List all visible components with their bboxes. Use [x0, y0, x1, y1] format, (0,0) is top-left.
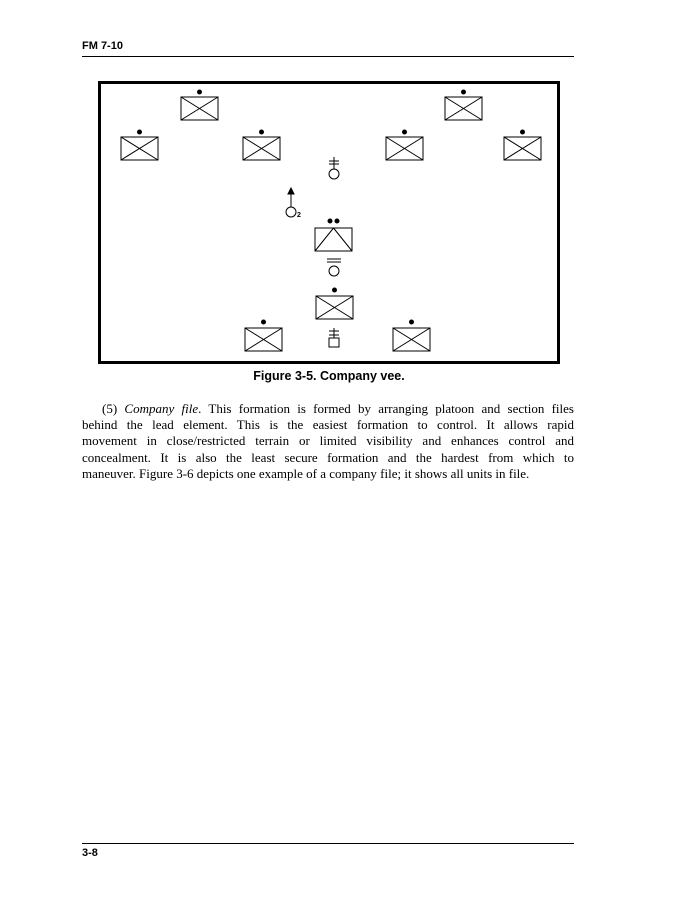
- running-header: FM 7-10: [82, 40, 123, 52]
- header-rule: [82, 56, 574, 57]
- paragraph-line-4: concealment. It is also the least secure formation and the hardest from which to: [82, 449, 574, 465]
- paragraph-text: This formation is formed by arranging platoon and section files: [208, 401, 574, 416]
- paragraph-line-1: (5) Company file. This formation is formed by arranging platoon and section files: [102, 401, 574, 416]
- leader-icon: [286, 188, 296, 217]
- page-number: 3-8: [82, 847, 98, 859]
- figure-caption: Figure 3-5. Company vee.: [253, 369, 405, 383]
- platoon-unit-icon: [121, 130, 158, 160]
- platoon-unit-icon: [181, 90, 218, 120]
- body-paragraph: [82, 401, 574, 482]
- paragraph-line-5: maneuver. Figure 3-6 depicts one example of a company file; it shows all units in file.: [82, 465, 530, 481]
- formation-diagram: [101, 84, 557, 361]
- section-unit-icon: [315, 219, 352, 251]
- platoon-unit-icon: [393, 320, 430, 351]
- paragraph-line-2: behind the lead element. This is the easiest formation to control. It allows rapid: [82, 417, 574, 433]
- paragraph-title: Company file: [124, 401, 199, 416]
- footer-rule: [82, 843, 574, 844]
- platoon-unit-icon: [243, 130, 280, 160]
- platoon-unit-icon: [504, 130, 541, 160]
- company-vee-figure: [98, 81, 560, 364]
- platoon-unit-icon: [445, 90, 482, 120]
- command-post-icon: [329, 328, 339, 347]
- platoon-unit-icon: [245, 320, 282, 351]
- paragraph-line-3: movement in close/restricted terrain or limited visibility and enhances control and: [82, 433, 574, 449]
- leader-subscript: 2: [297, 212, 301, 219]
- commander-icon: [329, 157, 339, 179]
- platoon-unit-icon: [386, 130, 423, 160]
- platoon-unit-icon: [316, 288, 353, 319]
- paragraph-number: (5): [102, 401, 118, 416]
- first-sergeant-icon: [327, 259, 341, 276]
